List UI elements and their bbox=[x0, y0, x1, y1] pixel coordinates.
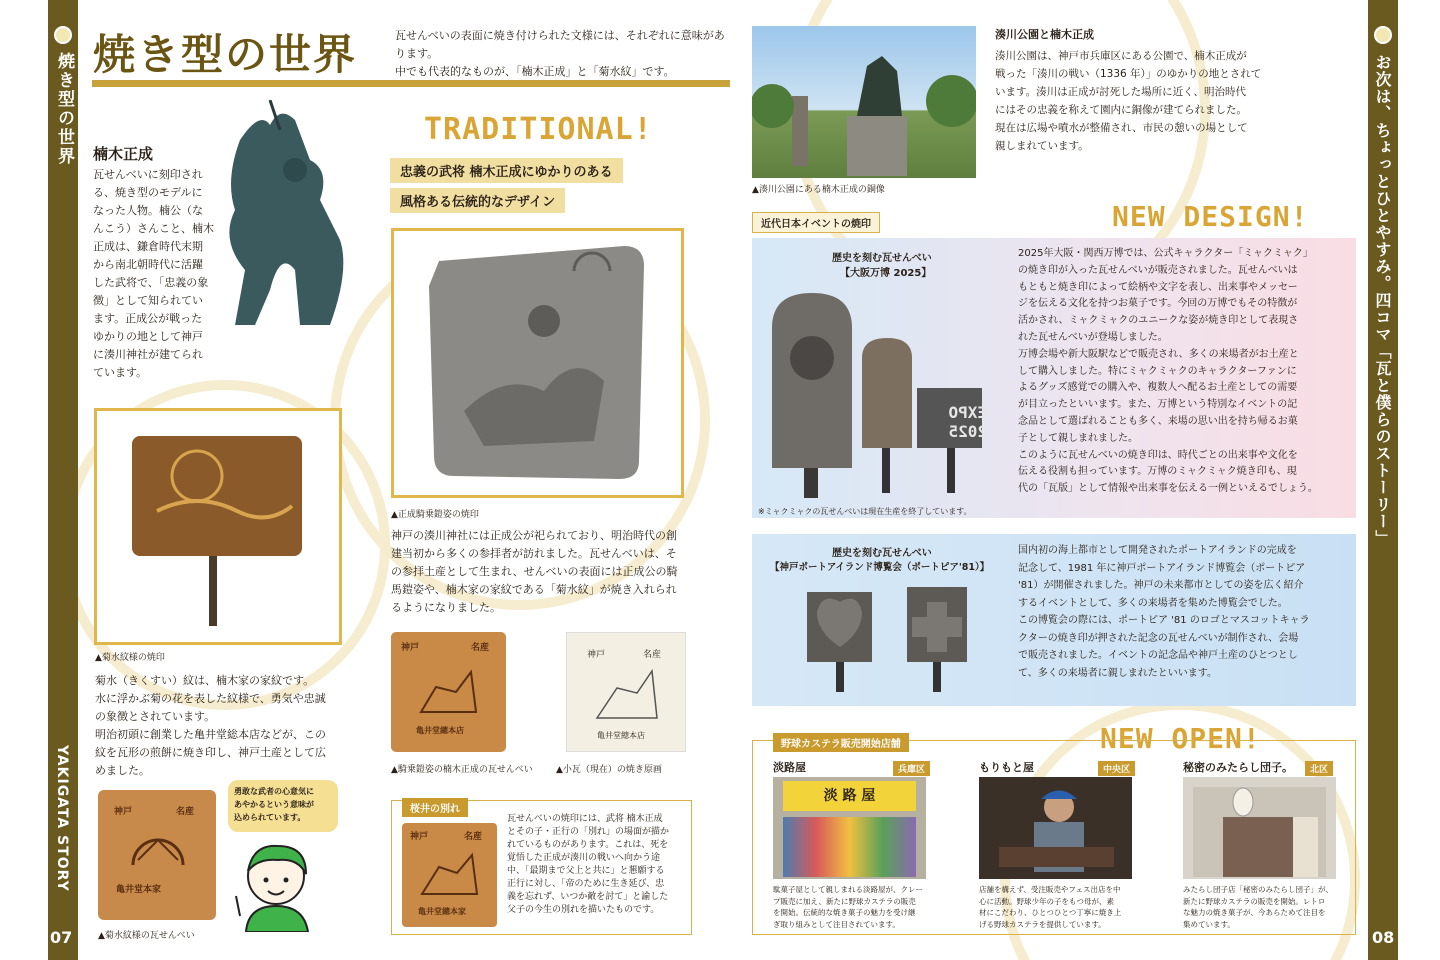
kikusui-mold-caption: ▲菊水紋様の焼印 bbox=[95, 653, 165, 663]
expo-mold-text: EXPO 2025 bbox=[948, 403, 987, 441]
kikusui-description: 菊水（きくすい）紋は、楠木家の家紋です。 水に浮かぶ菊の花を表した紋様で、勇気や忠誠 の象徴とされています。 明治初頭に創業した亀井堂総本店などが、この 紋を瓦形の煎餅に焼き印し、神戸土産として広 めました。 bbox=[95, 674, 326, 777]
expo-note: ※ミャクミャクの瓦せんべいは現在生産を終了しています。 bbox=[758, 507, 972, 516]
kusunoki-statue-photo bbox=[200, 100, 370, 325]
sakurai-text: 瓦せんべいの焼印には、武将 楠木正成 とその子・正行の「別れ」の場面が描か れているものがあります。これは、死を 覚悟した正成が湊川の戦いへ向かう途 中、「最期まで父上と共に」と懇願する 正行に対し、「帝のために生き延び、忠 義を忘れず、いつか敵を討て」と諭した 父子の今生の別れを描いたものです。 bbox=[507, 814, 670, 915]
page-number-right: 08 bbox=[1372, 928, 1395, 947]
traditional-strip-1: 忠義の武将 楠木正成にゆかりのある bbox=[390, 158, 623, 183]
chrysanthemum-icon bbox=[1374, 26, 1392, 44]
left-side-band bbox=[48, 0, 78, 960]
portopia-molds-illustration bbox=[802, 582, 972, 697]
store-area-himitsu: 北区 bbox=[1305, 761, 1333, 776]
minatogawa-park-photo bbox=[752, 26, 976, 178]
expo-panel bbox=[752, 238, 1356, 518]
store-desc-himitsu: みたらし団子店「秘密のみたらし団子」が、 新たに野球カステラの販売を開始。レトロ な魅力の焼き菓子が、今あらためて注目を 集めています。 bbox=[1183, 885, 1333, 929]
minatogawa-shrine-text: 神戸の湊川神社には正成公が祀られており、明治時代の創 建当初から多くの参拝者が訪れました。瓦せんべいは、そ の参拝土産として生まれ、せんべいの表面には正成公の騎 馬鎧姿や、楠木家の家紋である「菊水紋」が焼き入れられ るようになりました。 bbox=[391, 529, 678, 614]
kogawara-caption: ▲小瓦（現在）の焼き原画 bbox=[556, 765, 662, 775]
kiba-senbei-caption: ▲騎乗鎧姿の楠木正成の瓦せんべい bbox=[391, 765, 533, 775]
store-desc-awajiya: 駄菓子屋として親しまれる淡路屋が、クレー プ販売に加え、新たに野球カステラの販売 を開始。伝統的な焼き菓子の魅力を受け継 ぎ取り組みとして注目されています。 bbox=[773, 885, 923, 929]
new-design-heading: NEW DESIGN! bbox=[1112, 200, 1309, 233]
title-underline bbox=[92, 80, 730, 87]
events-tag: 近代日本イベントの焼印 bbox=[752, 212, 880, 233]
footer-label: YAKIGATA STORY bbox=[54, 745, 70, 892]
kikusui-senbei-caption: ▲菊水紋様の瓦せんべい bbox=[98, 931, 195, 941]
sakurai-tag: 桜井の別れ bbox=[402, 798, 468, 817]
sakurai-senbei-photo: 神戸 名産 亀井堂總本家 bbox=[402, 823, 497, 927]
sakurai-box bbox=[391, 800, 692, 935]
expo-label-line2: 【大阪万博 2025】 bbox=[840, 268, 932, 279]
expo-label-line1: 歴史を刻む瓦せんべい bbox=[832, 253, 932, 264]
portopia-description: 国内初の海上都市として開発されたポートアイランドの完成を 記念して、1981 年に神戸ポートアイランド博覧会（ポートピア '81）が開催されました。神戸の未来都市としての姿を広く紹介 するイベントとして、多くの来場者を集めた博覧会でした。 この博覧会の際には、ポートピア '81 のロゴとマスコットキャラ クターの焼き印が押された記念の瓦せんべいが制作され、会場 で販売されました。イベントの記念品や神戸土産のひとつとし て、多くの来場者に親しまれたといいます。 bbox=[1018, 545, 1310, 679]
expo-molds-illustration bbox=[762, 288, 992, 503]
chrysanthemum-icon bbox=[54, 26, 72, 44]
portopia-label-line2: 【神戸ポートアイランド博覧会（ポートピア'81）】 bbox=[770, 562, 990, 573]
stores-box bbox=[752, 740, 1356, 935]
expo-description: 2025年大阪・関西万博では、公式キャラクター「ミャクミャク」 の焼き印が入った瓦せんべいが販売されました。瓦せんべいは もともと焼き印によって絵柄や文字を表し、出来事やメッセー ジを伝える文化を持つお菓子です。今回の万博でもその特徴が 活かされ、ミャクミャクのユニークな姿が焼き印として表現さ れた瓦せんべいが登場しました。 万博会場や新大阪駅などで販売され、多くの来場者がお土産と して購入しました。特にミャクミャクのキャラクターファンに よるグッズ感覚での購入や、複数人へ配るお土産としての需要 が目立ったといいます。また、万博という特別なイベントの記 念品として選ばれることも多く、来場の思い出を持ち帰るお菓 子として親しまれました。 このように瓦せんべいの焼き印は、時代ごとの出来事や文化を 伝える役割も担っています。万博のミャクミャク焼き印も、現 代の「瓦版」として情報や出来事を伝える一例といえるでしょう。 bbox=[1018, 248, 1318, 495]
intro-text: 瓦せんべいの表面に焼き付けられた文様には、それぞれに意味があります。 中でも代表的なものが、「楠木正成」と「菊水紋」です。 bbox=[395, 29, 725, 78]
right-side-band bbox=[1368, 0, 1398, 960]
kiba-mold-frame bbox=[391, 228, 684, 498]
store-photo-awajiya: 淡 路 屋 bbox=[773, 777, 926, 879]
store-photo-himitsu bbox=[1183, 777, 1336, 879]
kusunoki-description: 瓦せんべいに刻印され る、焼き型のモデルに なった人物。楠公（な んこう）さんこと、楠木 正成は、鎌倉時代末期 から南北朝時代に活躍 した武将で、「忠義の象 徴」として知られてい ます。正成公が戦った ゆかりの地として神戸 に湊川神社が建てられ ています。 bbox=[93, 168, 214, 379]
traditional-heading: TRADITIONAL! bbox=[424, 112, 653, 147]
store-name-himitsu: 秘密のみたらし団子。 bbox=[1183, 761, 1293, 774]
left-side-label: 焼き型の世界 bbox=[54, 52, 74, 166]
kiba-senbei-photo: 神戸 名産 亀井堂總本店 bbox=[391, 632, 506, 752]
stores-tag: 野球カステラ販売開始店舗 bbox=[773, 733, 909, 752]
store-photo-morimotoya bbox=[979, 777, 1132, 879]
store-area-awajiya: 兵庫区 bbox=[893, 761, 930, 776]
store-area-morimotoya: 中央区 bbox=[1098, 761, 1135, 776]
portopia-panel bbox=[752, 534, 1356, 706]
store-name-morimotoya: もりもと屋 bbox=[979, 761, 1034, 774]
kogawara-artwork-photo: 神戸 名産 亀井堂總本店 bbox=[566, 632, 686, 752]
kikusui-mold-frame bbox=[94, 408, 342, 645]
store-desc-morimotoya: 店舗を構えず、受注販売やフェス出店を中 心に活動。野球少年の子をもつ母が、素 材にこだわり、ひとつひとつ丁寧に焼き上 げる野球カステラを提供しています。 bbox=[979, 885, 1122, 929]
speech-bubble: 勇敢な武者の心意気に あやかるという意味が 込められています。 bbox=[228, 780, 338, 832]
kikusui-senbei-photo: 神戸 名産 亀井堂本家 bbox=[98, 790, 216, 920]
page-title: 焼き型の世界 bbox=[93, 30, 358, 79]
store-name-awajiya: 淡路屋 bbox=[773, 761, 806, 774]
park-heading: 湊川公園と楠木正成 bbox=[995, 28, 1094, 41]
right-side-label: お次は、ちょっとひとやすみ。四コマ「瓦と僕らのストーリー」 bbox=[1373, 54, 1392, 547]
mascot-boy-illustration bbox=[228, 836, 328, 932]
kiba-mold-caption: ▲正成騎乗鎧姿の焼印 bbox=[391, 510, 479, 520]
portopia-label-line1: 歴史を刻む瓦せんべい bbox=[832, 548, 932, 559]
park-photo-caption: ▲湊川公園にある楠木正成の銅像 bbox=[752, 185, 885, 195]
page-number-left: 07 bbox=[50, 928, 73, 947]
park-description: 湊川公園は、神戸市兵庫区にある公園で、楠木正成が 戦った「湊川の戦い（1336 年）」のゆかりの地とされて います。湊川は正成が討死した場所に近く、明治時代 にはその忠義を称えて園内に銅像が建てられました。 現在は広場や噴水が整備され、市民の憩いの場として 親しまれています。 bbox=[995, 50, 1262, 152]
new-open-heading: NEW OPEN! bbox=[1100, 722, 1261, 755]
traditional-strip-2: 風格ある伝統的なデザイン bbox=[390, 188, 565, 213]
kusunoki-heading: 楠木正成 bbox=[93, 145, 154, 163]
